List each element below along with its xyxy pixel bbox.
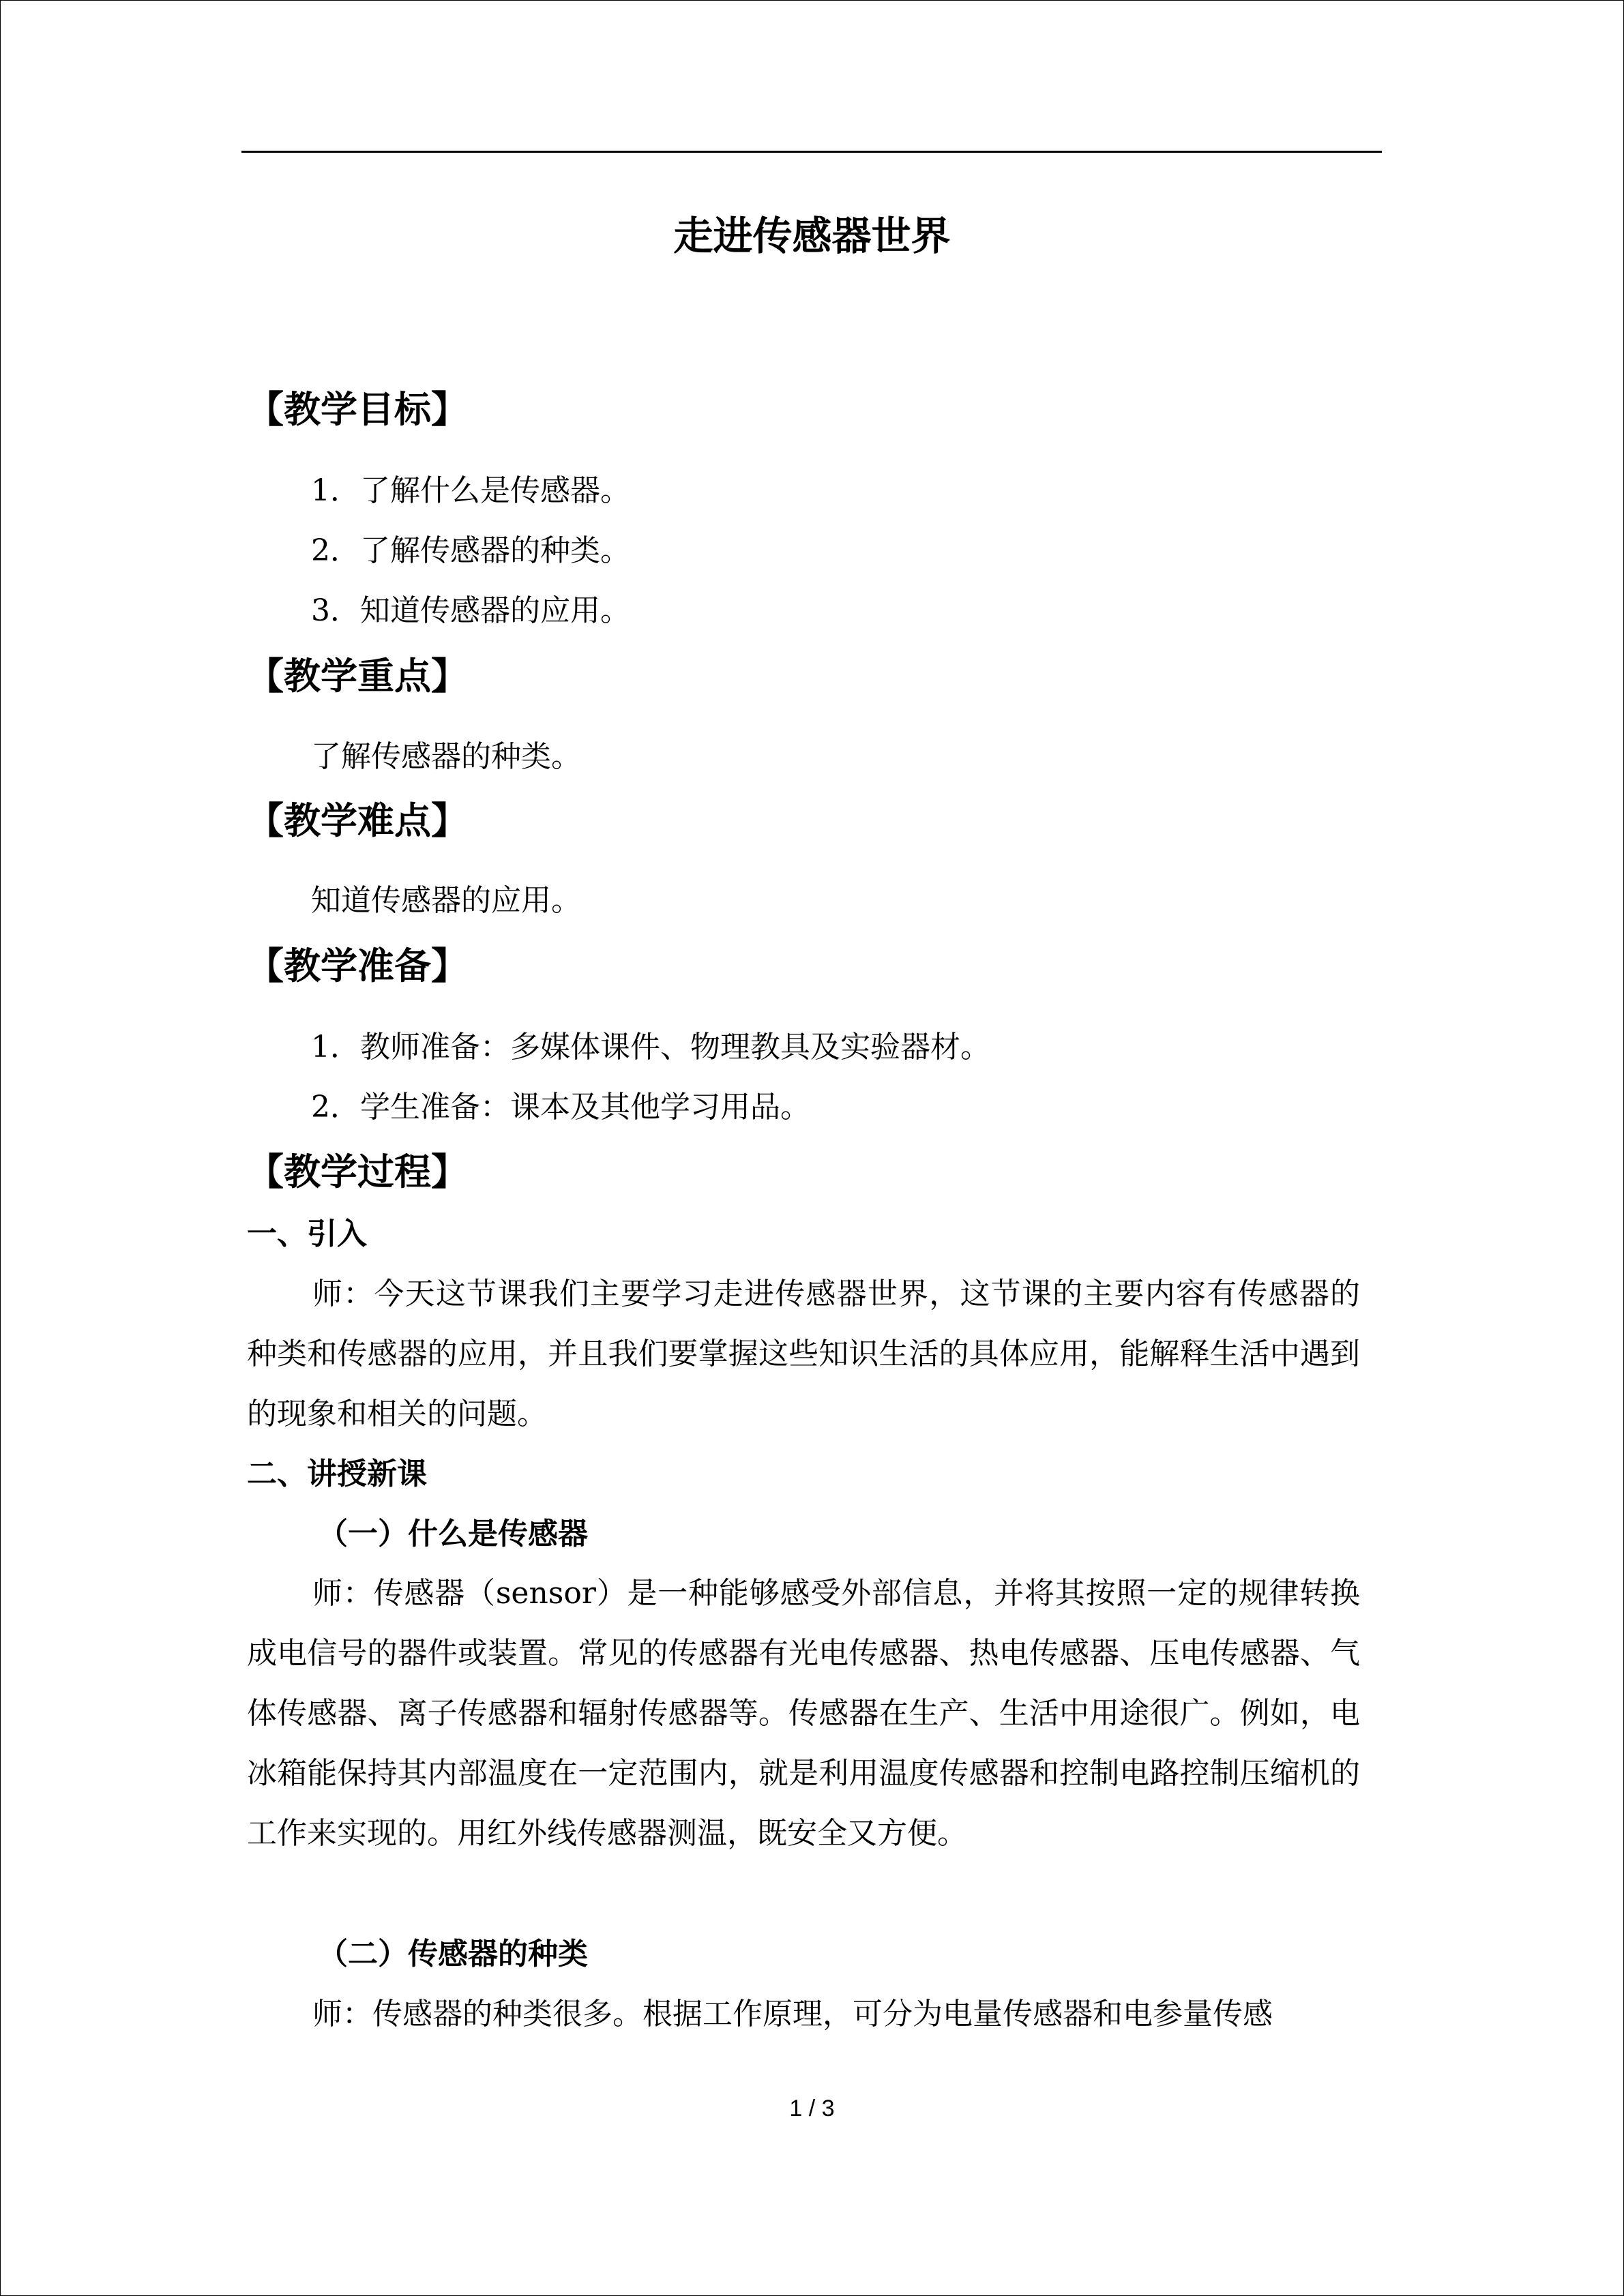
document-title: 走进传感器世界: [673, 213, 951, 259]
page-number: 1 / 3: [789, 2096, 835, 2121]
heading-objectives: 【教学目标】: [247, 387, 468, 431]
difficulties-text: 知道传感器的应用。: [311, 883, 581, 918]
heading-process: 【教学过程】: [247, 1150, 468, 1193]
objective-item-1: 1．了解什么是传感器。: [311, 473, 630, 508]
preparation-item-2: 2．学生准备：课本及其他学习用品。: [311, 1090, 810, 1124]
heading-difficulties: 【教学难点】: [247, 799, 468, 842]
what-is-sensor-paragraph: 师：传感器（sensor）是一种能够感受外部信息，并将其按照一定的规律转换成电信号的器件或装置。常见的传感器有光电传感器、热电传感器、压电传感器、气体传感器、离子传感器和辐射传感器等。传感器在生产、生活中用途很广。例如，电冰箱能保持其内部温度在一定范围内，就是利用温度传感器和控制电路控制压缩机的工作来实现的。用红外线传感器测温，既安全又方便。: [247, 1576, 1360, 1851]
objective-item-2: 2．了解传感器的种类。: [311, 533, 630, 568]
subsection-sensor-types: （二）传感器的种类: [318, 1937, 588, 1971]
section-intro-title: 一、引入: [247, 1217, 367, 1251]
sensor-types-paragraph: 师：传感器的种类很多。根据工作原理，可分为电量传感器和电参量传感: [312, 1997, 1273, 2031]
section-new-lesson-title: 二、讲授新课: [247, 1457, 427, 1491]
heading-key-points: 【教学重点】: [247, 654, 468, 698]
objective-item-3: 3．知道传感器的应用。: [311, 593, 630, 628]
header-rule: [241, 151, 1382, 153]
heading-preparation: 【教学准备】: [247, 944, 468, 987]
subsection-what-is-sensor: （一）什么是传感器: [318, 1517, 588, 1551]
intro-paragraph: 师：今天这节课我们主要学习走进传感器世界，这节课的主要内容有传感器的种类和传感器的应用，并且我们要掌握这些知识生活的具体应用，能解释生活中遇到的现象和相关的问题。: [247, 1277, 1360, 1431]
key-points-text: 了解传感器的种类。: [311, 739, 581, 774]
preparation-item-1: 1．教师准备：多媒体课件、物理教具及实验器材。: [311, 1030, 990, 1064]
